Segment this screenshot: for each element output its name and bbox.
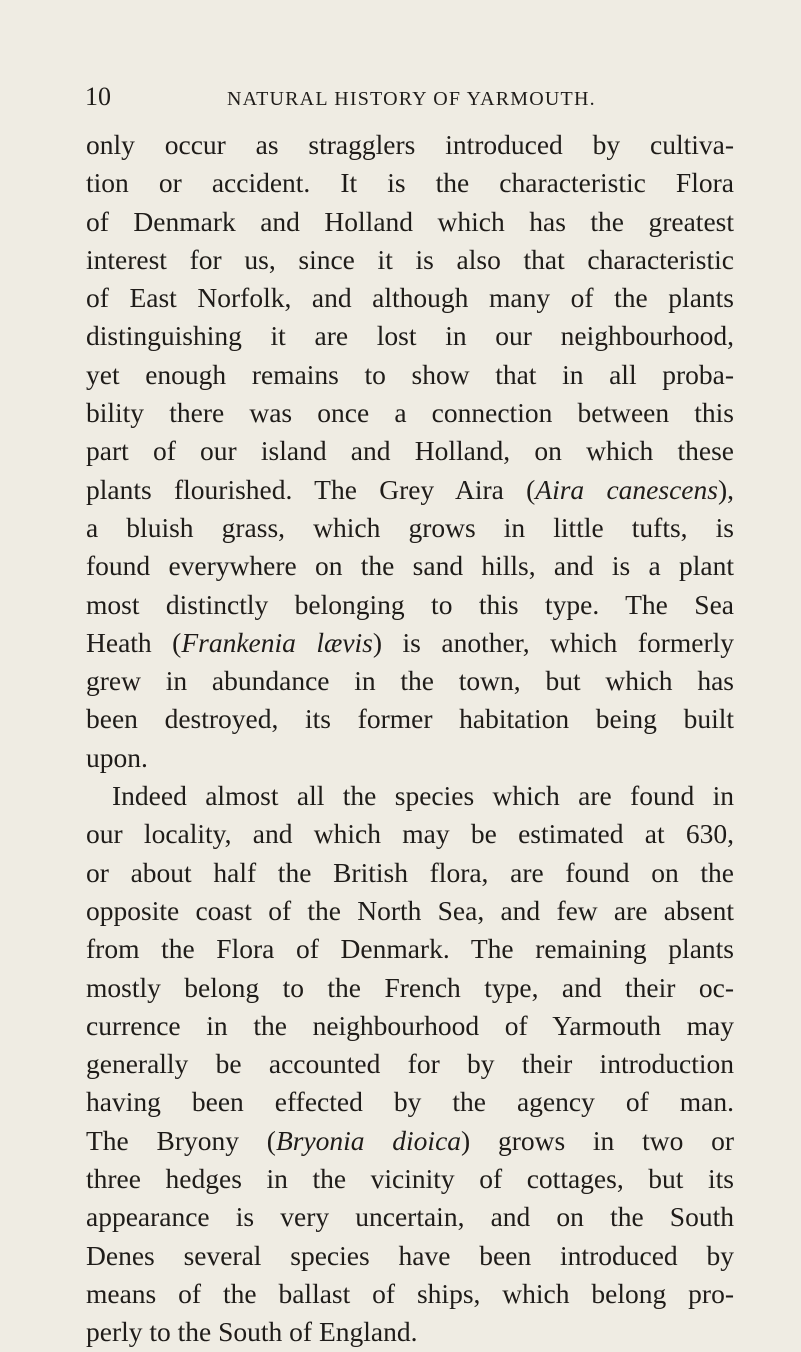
text-run: three hedges in the vicinity of cottages, but its: [86, 1163, 734, 1195]
text-line: [86, 1237, 734, 1275]
text-run: opposite coast of the North Sea, and few are absent: [86, 894, 734, 926]
text-line: [86, 317, 734, 355]
text-line: [86, 586, 734, 624]
text-run: currence in the neighbourhood of Yarmouth may: [86, 1009, 734, 1041]
page-number: 10: [85, 82, 111, 111]
text-line: [86, 1122, 734, 1160]
text-line: [86, 1313, 734, 1351]
text-line: [86, 815, 734, 853]
text-run: of East Norfolk, and although many of the plants: [86, 282, 734, 314]
text-run: means of the ballast of ships, which belong pro-: [86, 1277, 734, 1309]
text-run: generally be accounted for by their introduction: [86, 1048, 734, 1080]
latin-name: Aira canescens: [535, 473, 718, 505]
text-line: [86, 356, 734, 394]
text-run: distinguishing it are lost in our neighbourhood,: [86, 320, 734, 352]
text-line: [86, 432, 734, 470]
text-run: plants flourished. The Grey Aira (: [86, 473, 536, 505]
text-run: found everywhere on the sand hills, and is a plant: [86, 550, 734, 582]
text-line: [86, 700, 734, 738]
text-line: [86, 1045, 734, 1083]
text-run: only occur as stragglers introduced by cultiva-: [86, 129, 734, 160]
text-run: ) grows in two or: [461, 1124, 734, 1156]
text-run: our locality, and which may be estimated at 630,: [86, 818, 734, 850]
text-line: [86, 471, 734, 509]
text-run: interest for us, since it is also that characteristic: [86, 243, 734, 275]
text-line: [86, 1007, 734, 1045]
text-run: of Denmark and Holland which has the greatest: [86, 205, 734, 237]
text-line: [86, 854, 734, 892]
text-run: appearance is very uncertain, and on the South: [86, 1201, 734, 1233]
text-line: [86, 279, 734, 317]
text-run: ),: [717, 473, 734, 505]
text-run: Indeed almost all the species which are found in: [112, 780, 734, 812]
text-line: [86, 203, 734, 241]
text-line: [86, 126, 734, 164]
text-line: [86, 1275, 734, 1313]
text-line: [86, 1083, 734, 1121]
text-run: mostly belong to the French type, and their oc-: [86, 971, 734, 1003]
text-run: a bluish grass, which grows in little tufts, is: [86, 511, 734, 543]
text-run: bility there was once a connection between this: [86, 397, 734, 429]
text-run: part of our island and Holland, on which these: [86, 435, 734, 467]
text-line: [86, 739, 734, 777]
latin-name: Bryonia dioica: [275, 1124, 462, 1156]
text-run: from the Flora of Denmark. The remaining plants: [86, 933, 734, 965]
text-line: [86, 930, 734, 968]
text-run: Heath (: [86, 626, 182, 658]
text-line: [86, 662, 734, 700]
text-line: [86, 509, 734, 547]
text-run: having been effected by the agency of man.: [86, 1086, 734, 1118]
text-run: ) is another, which formerly: [372, 626, 734, 658]
text-line: [86, 241, 734, 279]
text-line: [86, 394, 734, 432]
latin-name: Frankenia lævis: [181, 626, 373, 658]
text-line: [86, 164, 734, 202]
text-run: grew in abundance in the town, but which has: [86, 665, 734, 697]
text-run: Denes several species have been introduced by: [86, 1239, 734, 1271]
text-run: most distinctly belonging to this type. The Sea: [86, 588, 734, 620]
running-title: NATURAL HISTORY OF YARMOUTH.: [227, 88, 596, 110]
text-line: [86, 777, 734, 815]
text-run: perly to the South of England.: [86, 1316, 418, 1348]
text-run: upon.: [86, 741, 148, 773]
body-text: [86, 126, 734, 1352]
text-line: [86, 969, 734, 1007]
text-line: [86, 547, 734, 585]
text-run: or about half the British flora, are found on the: [86, 856, 734, 888]
text-run: been destroyed, its former habitation being built: [86, 703, 734, 735]
text-line: [86, 1160, 734, 1198]
text-run: The Bryony (: [86, 1124, 276, 1156]
text-line: [86, 892, 734, 930]
text-line: [86, 624, 734, 662]
text-run: tion or accident. It is the characteristic Flora: [86, 167, 734, 199]
text-run: yet enough remains to show that in all proba-: [86, 358, 734, 390]
page-header: [85, 82, 735, 112]
text-line: [86, 1198, 734, 1236]
